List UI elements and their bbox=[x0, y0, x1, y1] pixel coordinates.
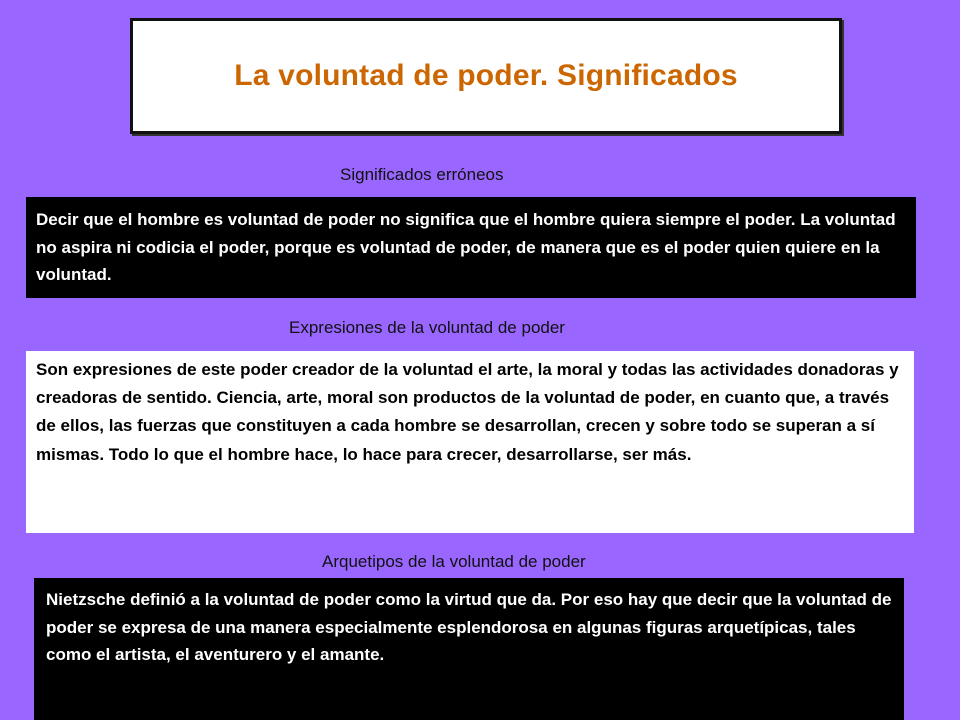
section-heading-expressions: Expresiones de la voluntad de poder bbox=[289, 318, 565, 337]
slide-title: La voluntad de poder. Significados bbox=[234, 59, 738, 92]
section-body-erroneous-meanings: Decir que el hombre es voluntad de poder no significa que el hombre quiera siempre el poder. La voluntad no aspira ni codicia el poder, porque es voluntad de poder, de manera que es el poder quien quiere en la voluntad. bbox=[26, 197, 916, 298]
title-box bbox=[130, 18, 842, 134]
section-body-expressions: Son expresiones de este poder creador de la voluntad el arte, la moral y todas las actividades donadoras y creadoras de sentido. Ciencia, arte, moral son productos de la voluntad de poder, en cuanto que, a través de ellos, las fuerzas que constituyen a cada hombre se desarrollan, crecen y sobre todo se superan a sí mismas. Todo lo que el hombre hace, lo hace para crecer, desarrollarse, ser más. bbox=[26, 351, 914, 533]
section-heading-archetypes: Arquetipos de la voluntad de poder bbox=[322, 552, 586, 571]
section-heading-erroneous-meanings: Significados erróneos bbox=[340, 165, 504, 184]
section-body-archetypes: Nietzsche definió a la voluntad de poder como la virtud que da. Por eso hay que decir que la voluntad de poder se expresa de una manera especialmente esplendorosa en algunas figuras arquetípicas, tales como el artista, el aventurero y el amante. bbox=[34, 578, 904, 720]
